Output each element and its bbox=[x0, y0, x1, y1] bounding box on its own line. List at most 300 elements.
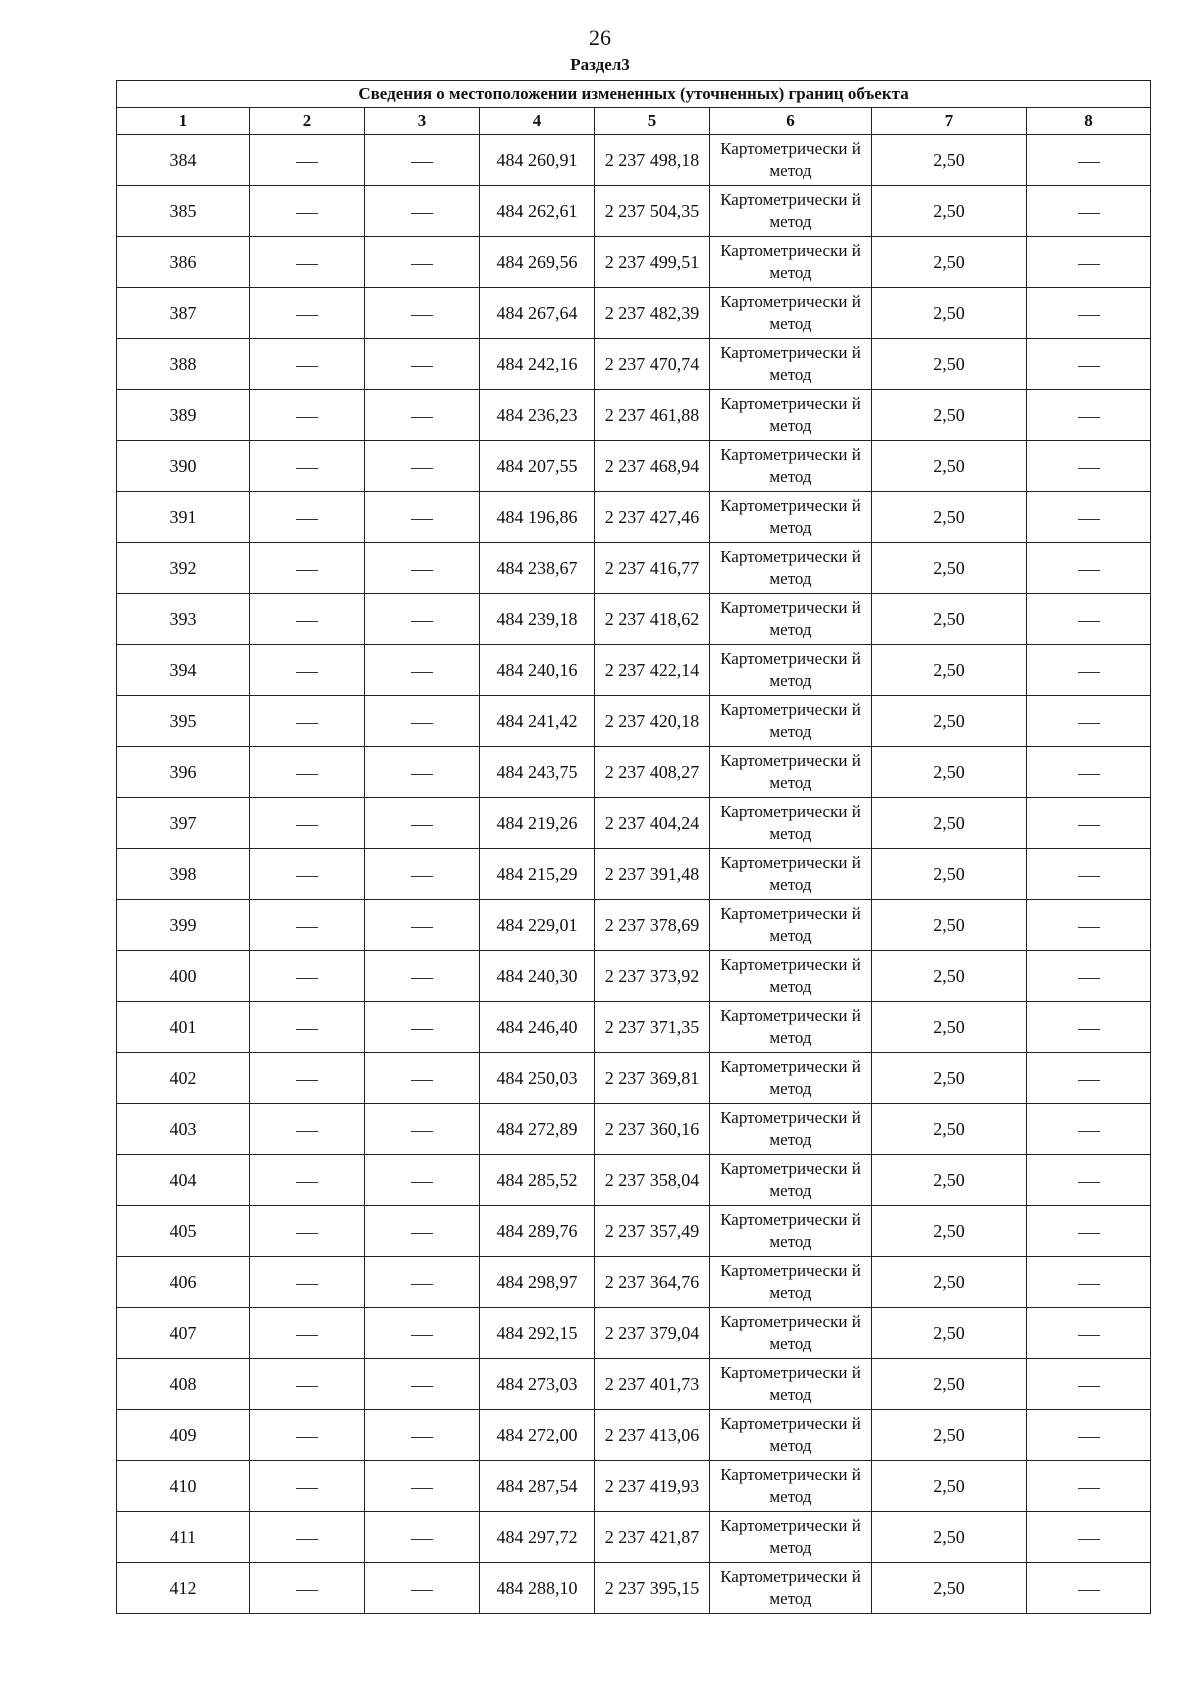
method-cell: Картометрически й метод bbox=[710, 1206, 872, 1257]
table-row bbox=[117, 1104, 1151, 1155]
dash-mark bbox=[411, 468, 433, 469]
method-cell: Картометрически й метод bbox=[710, 288, 872, 339]
empty-cell bbox=[250, 1512, 365, 1563]
y-coordinate-cell: 2 237 404,24 bbox=[595, 798, 710, 849]
y-coordinate-cell: 2 237 391,48 bbox=[595, 849, 710, 900]
y-coordinate-cell: 2 237 378,69 bbox=[595, 900, 710, 951]
x-coordinate-cell: 484 273,03 bbox=[480, 1359, 595, 1410]
method-cell: Картометрически й метод bbox=[710, 645, 872, 696]
y-coordinate-cell: 2 237 364,76 bbox=[595, 1257, 710, 1308]
dash-mark bbox=[1078, 621, 1100, 622]
accuracy-cell: 2,50 bbox=[872, 1206, 1027, 1257]
empty-cell bbox=[250, 696, 365, 747]
accuracy-cell: 2,50 bbox=[872, 1461, 1027, 1512]
empty-cell bbox=[365, 441, 480, 492]
column-header: 1 bbox=[117, 108, 250, 135]
empty-cell bbox=[365, 849, 480, 900]
empty-cell bbox=[1027, 849, 1151, 900]
table-row bbox=[117, 543, 1151, 594]
dash-mark bbox=[411, 1590, 433, 1591]
accuracy-cell: 2,50 bbox=[872, 288, 1027, 339]
dash-mark bbox=[296, 570, 318, 571]
empty-cell bbox=[1027, 1155, 1151, 1206]
dash-mark bbox=[411, 417, 433, 418]
dash-mark bbox=[411, 825, 433, 826]
method-cell: Картометрически й метод bbox=[710, 135, 872, 186]
y-coordinate-cell: 2 237 470,74 bbox=[595, 339, 710, 390]
x-coordinate-cell: 484 272,00 bbox=[480, 1410, 595, 1461]
dash-mark bbox=[296, 1284, 318, 1285]
empty-cell bbox=[250, 390, 365, 441]
table-row bbox=[117, 1410, 1151, 1461]
point-number-cell: 410 bbox=[117, 1461, 250, 1512]
x-coordinate-cell: 484 229,01 bbox=[480, 900, 595, 951]
point-number-cell: 409 bbox=[117, 1410, 250, 1461]
point-number-cell: 393 bbox=[117, 594, 250, 645]
empty-cell bbox=[365, 186, 480, 237]
dash-mark bbox=[411, 162, 433, 163]
y-coordinate-cell: 2 237 369,81 bbox=[595, 1053, 710, 1104]
accuracy-cell: 2,50 bbox=[872, 441, 1027, 492]
accuracy-cell: 2,50 bbox=[872, 1563, 1027, 1614]
table-row bbox=[117, 1563, 1151, 1614]
dash-mark bbox=[296, 1131, 318, 1132]
empty-cell bbox=[250, 1257, 365, 1308]
empty-cell bbox=[1027, 1053, 1151, 1104]
dash-mark bbox=[296, 213, 318, 214]
x-coordinate-cell: 484 250,03 bbox=[480, 1053, 595, 1104]
point-number-cell: 400 bbox=[117, 951, 250, 1002]
accuracy-cell: 2,50 bbox=[872, 1410, 1027, 1461]
empty-cell bbox=[365, 1257, 480, 1308]
table-row bbox=[117, 849, 1151, 900]
method-cell: Картометрически й метод bbox=[710, 186, 872, 237]
dash-mark bbox=[296, 264, 318, 265]
point-number-cell: 412 bbox=[117, 1563, 250, 1614]
dash-mark bbox=[1078, 1131, 1100, 1132]
dash-mark bbox=[1078, 1335, 1100, 1336]
point-number-cell: 384 bbox=[117, 135, 250, 186]
table-row bbox=[117, 1257, 1151, 1308]
empty-cell bbox=[1027, 900, 1151, 951]
point-number-cell: 398 bbox=[117, 849, 250, 900]
empty-cell bbox=[1027, 1359, 1151, 1410]
empty-cell bbox=[365, 390, 480, 441]
method-cell: Картометрически й метод bbox=[710, 339, 872, 390]
x-coordinate-cell: 484 292,15 bbox=[480, 1308, 595, 1359]
empty-cell bbox=[1027, 798, 1151, 849]
table-row bbox=[117, 1053, 1151, 1104]
accuracy-cell: 2,50 bbox=[872, 1257, 1027, 1308]
dash-mark bbox=[411, 723, 433, 724]
empty-cell bbox=[250, 1206, 365, 1257]
table-row bbox=[117, 186, 1151, 237]
empty-cell bbox=[250, 951, 365, 1002]
point-number-cell: 396 bbox=[117, 747, 250, 798]
empty-cell bbox=[250, 1104, 365, 1155]
x-coordinate-cell: 484 246,40 bbox=[480, 1002, 595, 1053]
accuracy-cell: 2,50 bbox=[872, 1002, 1027, 1053]
y-coordinate-cell: 2 237 373,92 bbox=[595, 951, 710, 1002]
x-coordinate-cell: 484 298,97 bbox=[480, 1257, 595, 1308]
empty-cell bbox=[365, 900, 480, 951]
dash-mark bbox=[411, 1029, 433, 1030]
empty-cell bbox=[365, 1002, 480, 1053]
column-header: 2 bbox=[250, 108, 365, 135]
empty-cell bbox=[1027, 1461, 1151, 1512]
y-coordinate-cell: 2 237 413,06 bbox=[595, 1410, 710, 1461]
accuracy-cell: 2,50 bbox=[872, 186, 1027, 237]
method-cell: Картометрически й метод bbox=[710, 798, 872, 849]
x-coordinate-cell: 484 207,55 bbox=[480, 441, 595, 492]
empty-cell bbox=[250, 747, 365, 798]
method-cell: Картометрически й метод bbox=[710, 1308, 872, 1359]
empty-cell bbox=[250, 186, 365, 237]
column-header: 8 bbox=[1027, 108, 1151, 135]
point-number-cell: 401 bbox=[117, 1002, 250, 1053]
method-cell: Картометрически й метод bbox=[710, 1563, 872, 1614]
empty-cell bbox=[250, 492, 365, 543]
accuracy-cell: 2,50 bbox=[872, 339, 1027, 390]
dash-mark bbox=[411, 570, 433, 571]
table-row bbox=[117, 900, 1151, 951]
x-coordinate-cell: 484 297,72 bbox=[480, 1512, 595, 1563]
empty-cell bbox=[1027, 1308, 1151, 1359]
empty-cell bbox=[250, 1155, 365, 1206]
method-cell: Картометрически й метод bbox=[710, 237, 872, 288]
method-cell: Картометрически й метод bbox=[710, 747, 872, 798]
method-cell: Картометрически й метод bbox=[710, 390, 872, 441]
empty-cell bbox=[1027, 543, 1151, 594]
table-row bbox=[117, 747, 1151, 798]
accuracy-cell: 2,50 bbox=[872, 492, 1027, 543]
dash-mark bbox=[296, 978, 318, 979]
x-coordinate-cell: 484 239,18 bbox=[480, 594, 595, 645]
y-coordinate-cell: 2 237 498,18 bbox=[595, 135, 710, 186]
empty-cell bbox=[365, 1512, 480, 1563]
empty-cell bbox=[1027, 288, 1151, 339]
empty-cell bbox=[250, 1410, 365, 1461]
point-number-cell: 394 bbox=[117, 645, 250, 696]
empty-cell bbox=[1027, 1410, 1151, 1461]
table-row bbox=[117, 1461, 1151, 1512]
column-header: 4 bbox=[480, 108, 595, 135]
y-coordinate-cell: 2 237 482,39 bbox=[595, 288, 710, 339]
dash-mark bbox=[411, 1131, 433, 1132]
empty-cell bbox=[250, 237, 365, 288]
y-coordinate-cell: 2 237 499,51 bbox=[595, 237, 710, 288]
column-header: 5 bbox=[595, 108, 710, 135]
dash-mark bbox=[1078, 264, 1100, 265]
page-number: 26 bbox=[589, 25, 611, 50]
table-row bbox=[117, 1206, 1151, 1257]
empty-cell bbox=[250, 288, 365, 339]
y-coordinate-cell: 2 237 358,04 bbox=[595, 1155, 710, 1206]
point-number-cell: 387 bbox=[117, 288, 250, 339]
point-number-cell: 404 bbox=[117, 1155, 250, 1206]
dash-mark bbox=[1078, 1233, 1100, 1234]
x-coordinate-cell: 484 215,29 bbox=[480, 849, 595, 900]
dash-mark bbox=[1078, 1029, 1100, 1030]
empty-cell bbox=[365, 951, 480, 1002]
empty-cell bbox=[250, 339, 365, 390]
table-row bbox=[117, 441, 1151, 492]
x-coordinate-cell: 484 219,26 bbox=[480, 798, 595, 849]
dash-mark bbox=[296, 1437, 318, 1438]
empty-cell bbox=[250, 849, 365, 900]
dash-mark bbox=[1078, 162, 1100, 163]
x-coordinate-cell: 484 236,23 bbox=[480, 390, 595, 441]
dash-mark bbox=[296, 315, 318, 316]
empty-cell bbox=[1027, 951, 1151, 1002]
dash-mark bbox=[411, 1437, 433, 1438]
empty-cell bbox=[365, 1308, 480, 1359]
empty-cell bbox=[365, 492, 480, 543]
table-row bbox=[117, 1359, 1151, 1410]
method-cell: Картометрически й метод bbox=[710, 1512, 872, 1563]
point-number-cell: 399 bbox=[117, 900, 250, 951]
dash-mark bbox=[1078, 468, 1100, 469]
dash-mark bbox=[296, 1590, 318, 1591]
point-number-cell: 402 bbox=[117, 1053, 250, 1104]
empty-cell bbox=[250, 1308, 365, 1359]
dash-mark bbox=[296, 1080, 318, 1081]
table-row bbox=[117, 1155, 1151, 1206]
x-coordinate-cell: 484 267,64 bbox=[480, 288, 595, 339]
method-cell: Картометрически й метод bbox=[710, 900, 872, 951]
x-coordinate-cell: 484 288,10 bbox=[480, 1563, 595, 1614]
y-coordinate-cell: 2 237 468,94 bbox=[595, 441, 710, 492]
dash-mark bbox=[411, 264, 433, 265]
accuracy-cell: 2,50 bbox=[872, 900, 1027, 951]
accuracy-cell: 2,50 bbox=[872, 1155, 1027, 1206]
empty-cell bbox=[1027, 441, 1151, 492]
x-coordinate-cell: 484 242,16 bbox=[480, 339, 595, 390]
accuracy-cell: 2,50 bbox=[872, 1104, 1027, 1155]
table-row bbox=[117, 696, 1151, 747]
dash-mark bbox=[296, 927, 318, 928]
dash-mark bbox=[411, 876, 433, 877]
dash-mark bbox=[296, 1488, 318, 1489]
accuracy-cell: 2,50 bbox=[872, 645, 1027, 696]
dash-mark bbox=[1078, 1590, 1100, 1591]
x-coordinate-cell: 484 196,86 bbox=[480, 492, 595, 543]
empty-cell bbox=[365, 237, 480, 288]
dash-mark bbox=[1078, 723, 1100, 724]
table-row bbox=[117, 594, 1151, 645]
x-coordinate-cell: 484 272,89 bbox=[480, 1104, 595, 1155]
empty-cell bbox=[250, 543, 365, 594]
dash-mark bbox=[411, 1386, 433, 1387]
dash-mark bbox=[1078, 774, 1100, 775]
accuracy-cell: 2,50 bbox=[872, 849, 1027, 900]
dash-mark bbox=[1078, 1539, 1100, 1540]
accuracy-cell: 2,50 bbox=[872, 696, 1027, 747]
empty-cell bbox=[250, 1002, 365, 1053]
empty-cell bbox=[250, 594, 365, 645]
empty-cell bbox=[250, 1563, 365, 1614]
dash-mark bbox=[1078, 366, 1100, 367]
accuracy-cell: 2,50 bbox=[872, 390, 1027, 441]
dash-mark bbox=[296, 1335, 318, 1336]
dash-mark bbox=[1078, 570, 1100, 571]
method-cell: Картометрически й метод bbox=[710, 1461, 872, 1512]
empty-cell bbox=[1027, 594, 1151, 645]
dash-mark bbox=[296, 1029, 318, 1030]
method-cell: Картометрически й метод bbox=[710, 543, 872, 594]
dash-mark bbox=[1078, 315, 1100, 316]
empty-cell bbox=[1027, 390, 1151, 441]
method-cell: Картометрически й метод bbox=[710, 1257, 872, 1308]
dash-mark bbox=[411, 213, 433, 214]
dash-mark bbox=[411, 927, 433, 928]
dash-mark bbox=[411, 1335, 433, 1336]
point-number-cell: 397 bbox=[117, 798, 250, 849]
empty-cell bbox=[365, 747, 480, 798]
y-coordinate-cell: 2 237 357,49 bbox=[595, 1206, 710, 1257]
x-coordinate-cell: 484 240,16 bbox=[480, 645, 595, 696]
table-row bbox=[117, 390, 1151, 441]
dash-mark bbox=[1078, 1386, 1100, 1387]
method-cell: Картометрически й метод bbox=[710, 1002, 872, 1053]
table-row bbox=[117, 951, 1151, 1002]
point-number-cell: 406 bbox=[117, 1257, 250, 1308]
dash-mark bbox=[296, 621, 318, 622]
dash-mark bbox=[296, 876, 318, 877]
dash-mark bbox=[1078, 876, 1100, 877]
method-cell: Картометрически й метод bbox=[710, 1359, 872, 1410]
table-caption: Сведения о местоположении измененных (уточненных) границ объекта bbox=[117, 81, 1151, 108]
accuracy-cell: 2,50 bbox=[872, 951, 1027, 1002]
point-number-cell: 405 bbox=[117, 1206, 250, 1257]
dash-mark bbox=[1078, 825, 1100, 826]
y-coordinate-cell: 2 237 461,88 bbox=[595, 390, 710, 441]
dash-mark bbox=[1078, 927, 1100, 928]
empty-cell bbox=[1027, 1563, 1151, 1614]
accuracy-cell: 2,50 bbox=[872, 135, 1027, 186]
empty-cell bbox=[250, 135, 365, 186]
empty-cell bbox=[365, 645, 480, 696]
empty-cell bbox=[1027, 1257, 1151, 1308]
empty-cell bbox=[1027, 339, 1151, 390]
empty-cell bbox=[365, 1104, 480, 1155]
empty-cell bbox=[365, 1155, 480, 1206]
accuracy-cell: 2,50 bbox=[872, 594, 1027, 645]
accuracy-cell: 2,50 bbox=[872, 1359, 1027, 1410]
dash-mark bbox=[411, 1233, 433, 1234]
x-coordinate-cell: 484 241,42 bbox=[480, 696, 595, 747]
x-coordinate-cell: 484 260,91 bbox=[480, 135, 595, 186]
method-cell: Картометрически й метод bbox=[710, 1410, 872, 1461]
dash-mark bbox=[296, 1233, 318, 1234]
dash-mark bbox=[1078, 1284, 1100, 1285]
x-coordinate-cell: 484 243,75 bbox=[480, 747, 595, 798]
dash-mark bbox=[411, 1080, 433, 1081]
dash-mark bbox=[1078, 1182, 1100, 1183]
point-number-cell: 386 bbox=[117, 237, 250, 288]
accuracy-cell: 2,50 bbox=[872, 1308, 1027, 1359]
table-row bbox=[117, 492, 1151, 543]
method-cell: Картометрически й метод bbox=[710, 1155, 872, 1206]
empty-cell bbox=[1027, 1512, 1151, 1563]
dash-mark bbox=[296, 672, 318, 673]
dash-mark bbox=[411, 366, 433, 367]
empty-cell bbox=[1027, 1206, 1151, 1257]
table-row bbox=[117, 645, 1151, 696]
empty-cell bbox=[365, 543, 480, 594]
empty-cell bbox=[365, 1563, 480, 1614]
method-cell: Картометрически й метод bbox=[710, 1104, 872, 1155]
y-coordinate-cell: 2 237 360,16 bbox=[595, 1104, 710, 1155]
point-number-cell: 391 bbox=[117, 492, 250, 543]
dash-mark bbox=[296, 162, 318, 163]
dash-mark bbox=[411, 519, 433, 520]
x-coordinate-cell: 484 262,61 bbox=[480, 186, 595, 237]
dash-mark bbox=[411, 315, 433, 316]
empty-cell bbox=[365, 1053, 480, 1104]
y-coordinate-cell: 2 237 418,62 bbox=[595, 594, 710, 645]
empty-cell bbox=[250, 798, 365, 849]
x-coordinate-cell: 484 287,54 bbox=[480, 1461, 595, 1512]
empty-cell bbox=[250, 1461, 365, 1512]
dash-mark bbox=[1078, 417, 1100, 418]
y-coordinate-cell: 2 237 421,87 bbox=[595, 1512, 710, 1563]
y-coordinate-cell: 2 237 427,46 bbox=[595, 492, 710, 543]
point-number-cell: 388 bbox=[117, 339, 250, 390]
point-number-cell: 390 bbox=[117, 441, 250, 492]
accuracy-cell: 2,50 bbox=[872, 1512, 1027, 1563]
table-row bbox=[117, 339, 1151, 390]
method-cell: Картометрически й метод bbox=[710, 1053, 872, 1104]
dash-mark bbox=[411, 672, 433, 673]
dash-mark bbox=[411, 978, 433, 979]
dash-mark bbox=[1078, 1488, 1100, 1489]
method-cell: Картометрически й метод bbox=[710, 441, 872, 492]
y-coordinate-cell: 2 237 371,35 bbox=[595, 1002, 710, 1053]
empty-cell bbox=[365, 288, 480, 339]
table-row bbox=[117, 1512, 1151, 1563]
dash-mark bbox=[1078, 1080, 1100, 1081]
point-number-cell: 403 bbox=[117, 1104, 250, 1155]
y-coordinate-cell: 2 237 401,73 bbox=[595, 1359, 710, 1410]
point-number-cell: 389 bbox=[117, 390, 250, 441]
dash-mark bbox=[1078, 672, 1100, 673]
dash-mark bbox=[411, 1182, 433, 1183]
empty-cell bbox=[365, 1359, 480, 1410]
empty-cell bbox=[365, 696, 480, 747]
empty-cell bbox=[250, 441, 365, 492]
empty-cell bbox=[1027, 645, 1151, 696]
dash-mark bbox=[296, 519, 318, 520]
y-coordinate-cell: 2 237 408,27 bbox=[595, 747, 710, 798]
dash-mark bbox=[1078, 519, 1100, 520]
empty-cell bbox=[1027, 1002, 1151, 1053]
empty-cell bbox=[250, 900, 365, 951]
empty-cell bbox=[1027, 237, 1151, 288]
dash-mark bbox=[1078, 978, 1100, 979]
accuracy-cell: 2,50 bbox=[872, 747, 1027, 798]
x-coordinate-cell: 484 285,52 bbox=[480, 1155, 595, 1206]
x-coordinate-cell: 484 289,76 bbox=[480, 1206, 595, 1257]
column-header: 7 bbox=[872, 108, 1027, 135]
empty-cell bbox=[365, 594, 480, 645]
y-coordinate-cell: 2 237 422,14 bbox=[595, 645, 710, 696]
empty-cell bbox=[365, 1410, 480, 1461]
accuracy-cell: 2,50 bbox=[872, 1053, 1027, 1104]
section-title: Раздел3 bbox=[570, 55, 630, 74]
y-coordinate-cell: 2 237 416,77 bbox=[595, 543, 710, 594]
empty-cell bbox=[365, 1206, 480, 1257]
